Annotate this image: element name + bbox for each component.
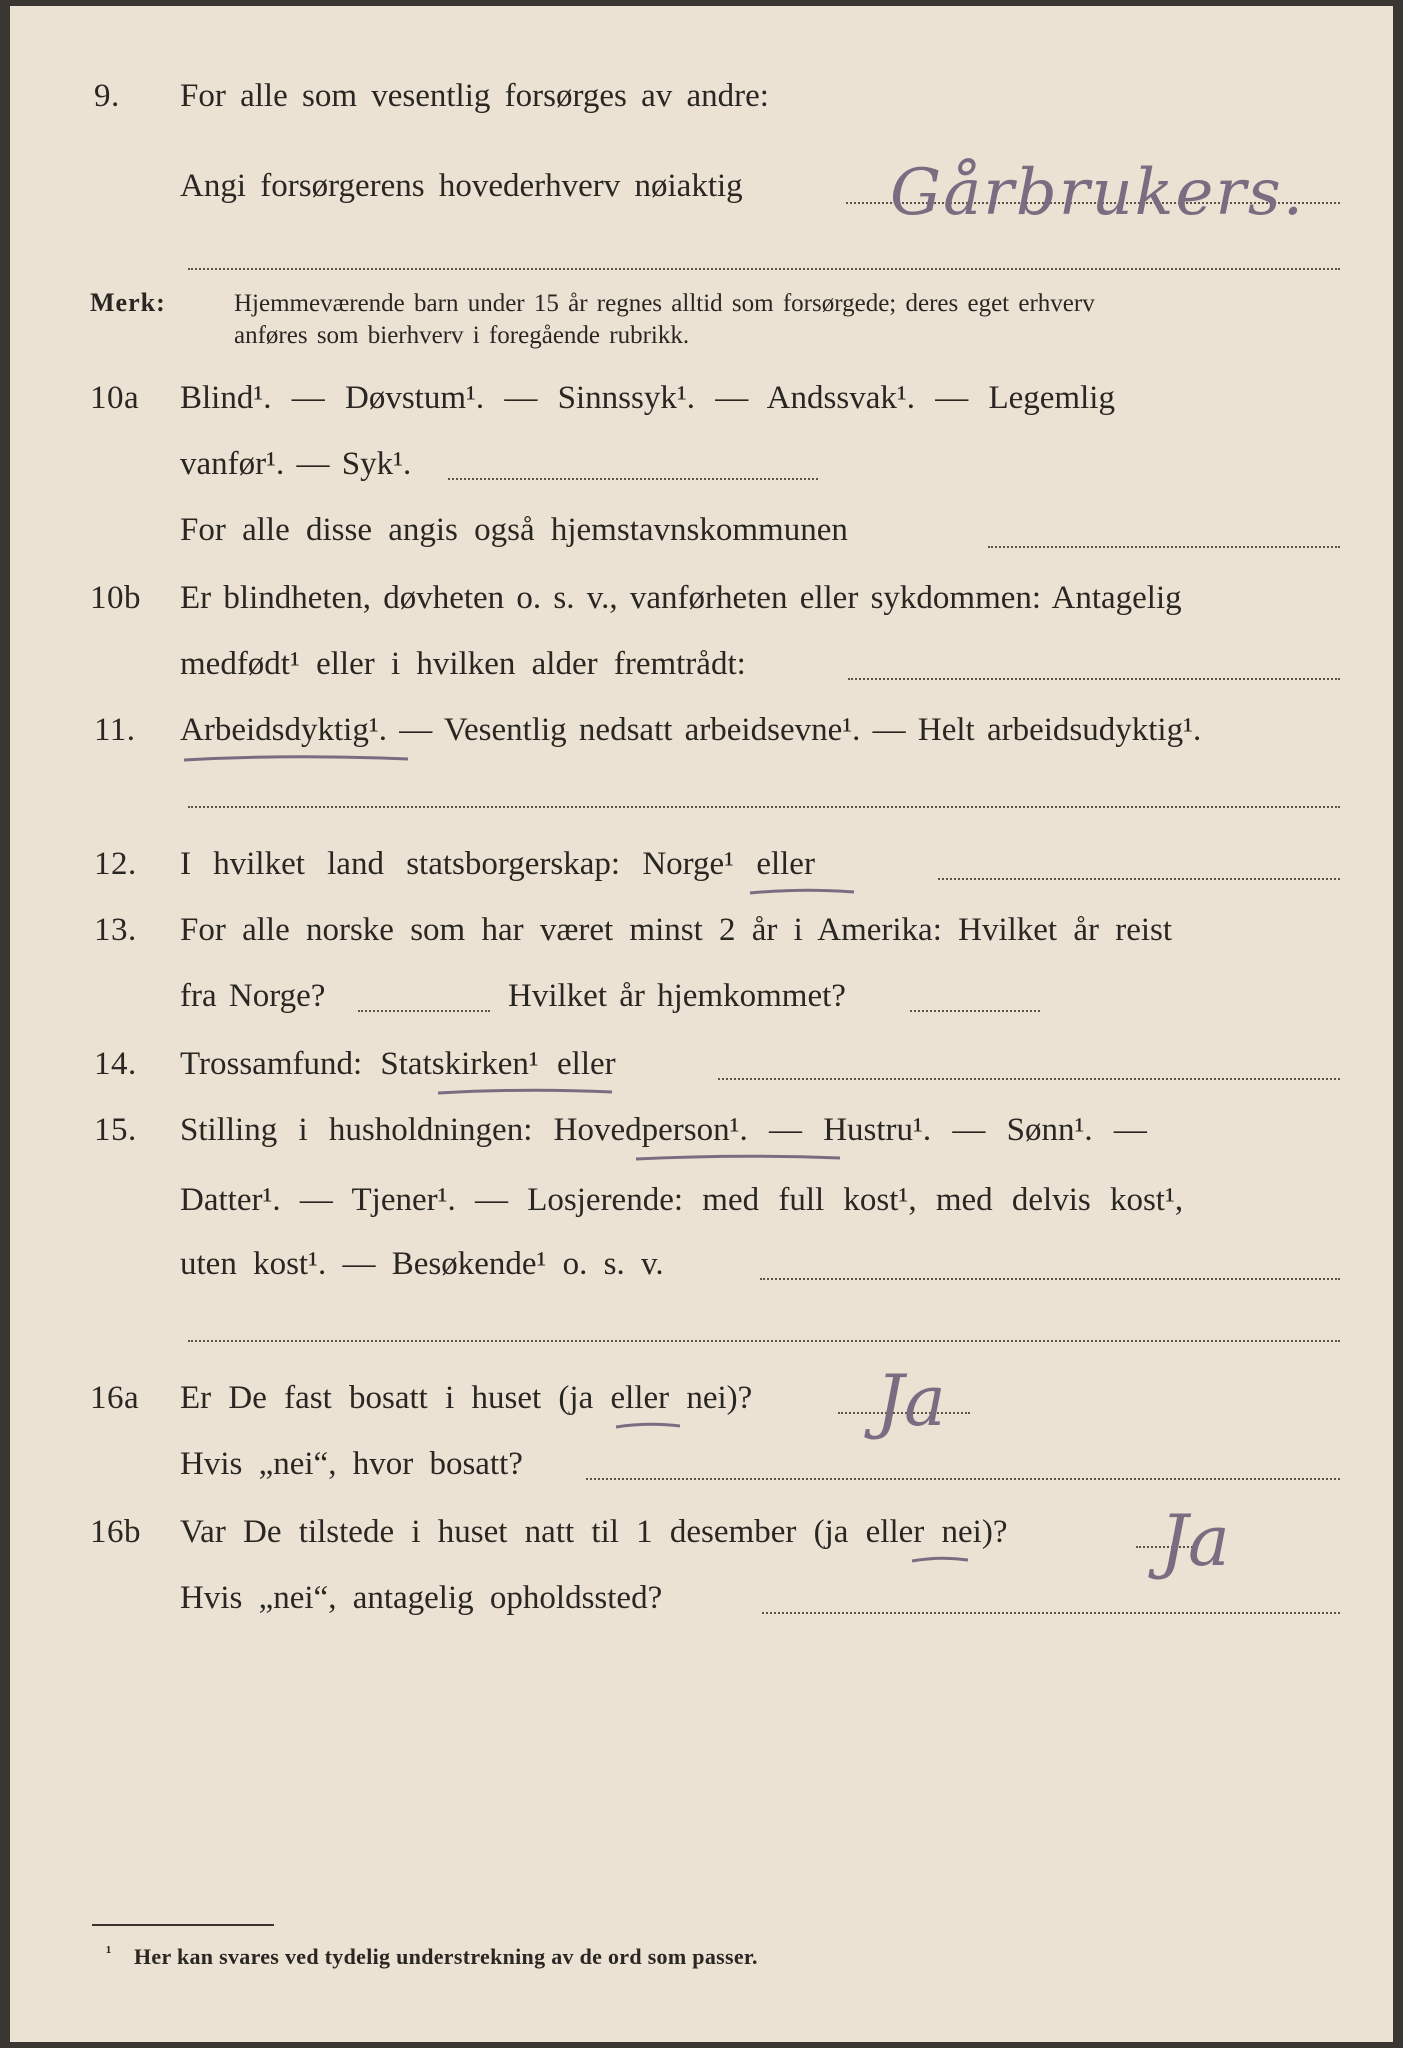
question-number: 12.	[94, 846, 137, 882]
handwritten-underline	[910, 1554, 972, 1566]
question-number: 14.	[94, 1046, 137, 1082]
question-text: For alle som vesentlig forsørges av andre:	[180, 78, 769, 114]
question-text: Arbeidsdyktig¹. — Vesentlig nedsatt arbeidsevne¹. — Helt arbeidsudyktig¹.	[180, 712, 1202, 748]
handwritten-answer: Ja	[876, 1360, 946, 1442]
question-text: For alle norske som har været minst 2 år i Amerika: Hvilket år reist	[180, 912, 1173, 948]
question-number: 16b	[90, 1514, 141, 1550]
question-text: Datter¹. — Tjener¹. — Losjerende: med full kost¹, med delvis kost¹,	[180, 1182, 1184, 1218]
census-form-page	[10, 6, 1393, 2042]
answer-line	[910, 1010, 1040, 1012]
question-number: 16a	[90, 1380, 140, 1416]
handwritten-underline	[182, 752, 412, 764]
handwritten-answer: Ja	[1160, 1500, 1230, 1582]
question-number: 10a	[90, 380, 140, 416]
question-number: 11.	[94, 712, 136, 748]
question-number: 15.	[94, 1112, 137, 1148]
note-text: anføres som bierhverv i foregående rubrikk.	[234, 322, 690, 349]
question-text: Angi forsørgerens hovederhverv nøiaktig	[180, 168, 743, 204]
answer-line	[188, 806, 1340, 808]
question-text: Er De fast bosatt i huset (ja eller nei)?	[180, 1380, 753, 1416]
question-text: medfødt¹ eller i hvilken alder fremtrådt:	[180, 646, 746, 682]
note-text: Hjemmeværende barn under 15 år regnes alltid som forsørgede; deres eget erhverv	[234, 290, 1095, 317]
question-text: vanfør¹. — Syk¹.	[180, 446, 412, 482]
footnote-mark: ¹	[106, 1942, 112, 1962]
question-text: Stilling i husholdningen: Hovedperson¹. — Hustru¹. — Sønn¹. —	[180, 1112, 1147, 1148]
answer-line	[760, 1278, 1340, 1280]
handwritten-answer: Gårbrukers.	[890, 156, 1306, 230]
footnote-text: Her kan svares ved tydelig understrekning av de ord som passer.	[134, 1944, 758, 1969]
answer-line	[718, 1078, 1340, 1080]
merk-label: Merk:	[90, 288, 166, 317]
answer-line	[988, 546, 1340, 548]
question-number: 9.	[94, 78, 120, 114]
answer-line	[762, 1612, 1340, 1614]
handwritten-underline	[614, 1420, 684, 1432]
question-text: Er blindheten, døvheten o. s. v., vanførheten eller sykdommen: Antagelig	[180, 580, 1182, 616]
question-number: 13.	[94, 912, 137, 948]
question-text: Hvilket år hjemkommet?	[508, 978, 846, 1014]
answer-line	[938, 878, 1340, 880]
handwritten-underline	[748, 886, 858, 898]
question-text: I hvilket land statsborgerskap: Norge¹ eller	[180, 846, 815, 882]
answer-line	[448, 478, 818, 480]
question-text: uten kost¹. — Besøkende¹ o. s. v.	[180, 1246, 664, 1282]
answer-line	[586, 1478, 1340, 1480]
question-text: For alle disse angis også hjemstavnskommunen	[180, 512, 848, 548]
question-number: 10b	[90, 580, 141, 616]
question-text: Trossamfund: Statskirken¹ eller	[180, 1046, 616, 1082]
question-text: Hvis „nei“, hvor bosatt?	[180, 1446, 523, 1482]
footnote-rule	[92, 1924, 274, 1926]
handwritten-underline	[436, 1086, 616, 1098]
answer-line	[188, 268, 1340, 270]
question-text: fra Norge?	[180, 978, 326, 1014]
answer-line	[358, 1010, 490, 1012]
question-text: Hvis „nei“, antagelig opholdssted?	[180, 1580, 663, 1616]
handwritten-underline	[634, 1152, 844, 1164]
answer-line	[188, 1340, 1340, 1342]
question-text: Var De tilstede i huset natt til 1 desember (ja eller nei)?	[180, 1514, 1008, 1550]
question-text: Blind¹. — Døvstum¹. — Sinnssyk¹. — Andssvak¹. — Legemlig	[180, 380, 1115, 416]
answer-line	[848, 678, 1340, 680]
